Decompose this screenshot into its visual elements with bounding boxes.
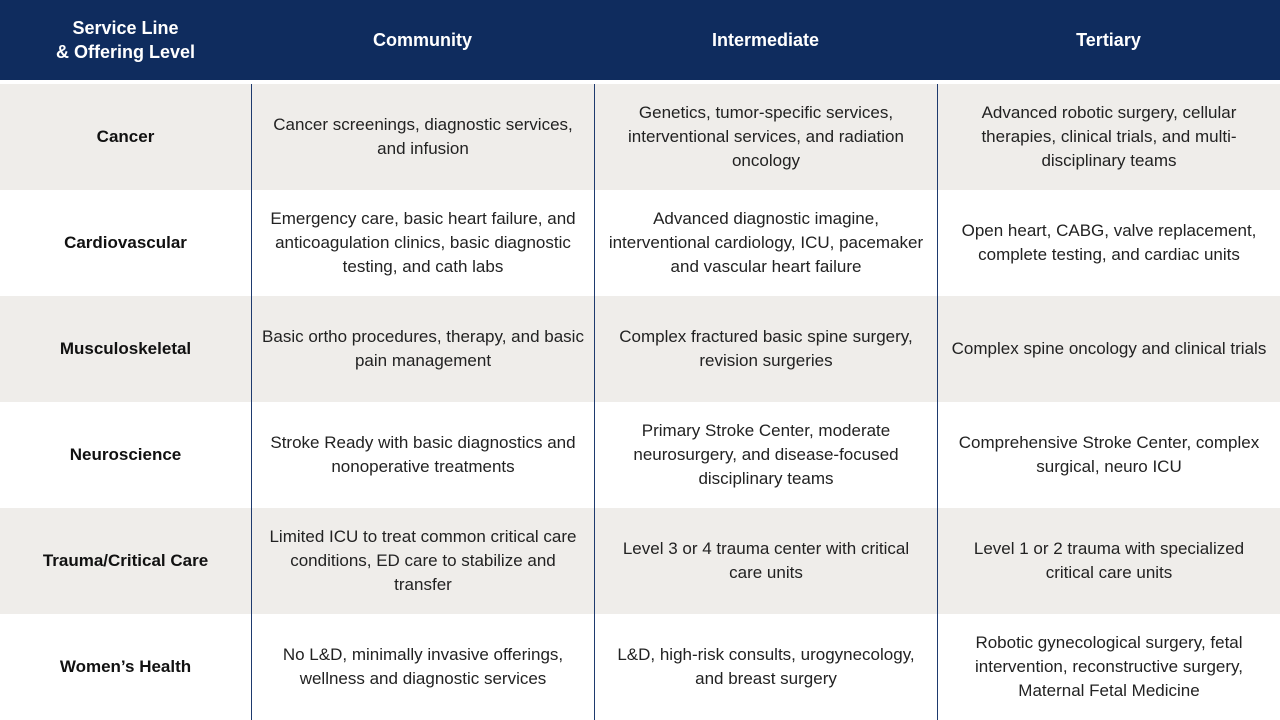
row-musculoskeletal-intermediate: Complex fractured basic spine surgery, revision surgeries [594, 296, 937, 402]
row-neuroscience-tertiary: Comprehensive Stroke Center, complex surgical, neuro ICU [937, 402, 1280, 508]
row-womens-health-community: No L&D, minimally invasive offerings, wellness and diagnostic services [251, 614, 594, 720]
row-trauma-tertiary: Level 1 or 2 trauma with specialized critical care units [937, 508, 1280, 614]
row-cancer-intermediate: Genetics, tumor-specific services, interventional services, and radiation oncology [594, 84, 937, 190]
row-neuroscience-service: Neuroscience [0, 402, 251, 508]
row-trauma-community: Limited ICU to treat common critical care conditions, ED care to stabilize and transfer [251, 508, 594, 614]
row-trauma-service: Trauma/Critical Care [0, 508, 251, 614]
row-cardiovascular-tertiary: Open heart, CABG, valve replacement, complete testing, and cardiac units [937, 190, 1280, 296]
row-cancer-service: Cancer [0, 84, 251, 190]
row-womens-health-tertiary: Robotic gynecological surgery, fetal intervention, reconstructive surgery, Maternal Fetal Medicine [937, 614, 1280, 720]
row-neuroscience-intermediate: Primary Stroke Center, moderate neurosurgery, and disease-focused disciplinary teams [594, 402, 937, 508]
header-tertiary: Tertiary [937, 0, 1280, 84]
row-cardiovascular-intermediate: Advanced diagnostic imagine, interventional cardiology, ICU, pacemaker and vascular heart failure [594, 190, 937, 296]
row-cancer-tertiary: Advanced robotic surgery, cellular therapies, clinical trials, and multi-disciplinary teams [937, 84, 1280, 190]
row-cancer-community: Cancer screenings, diagnostic services, and infusion [251, 84, 594, 190]
row-cardiovascular-community: Emergency care, basic heart failure, and anticoagulation clinics, basic diagnostic testing, and cath labs [251, 190, 594, 296]
header-community: Community [251, 0, 594, 84]
row-musculoskeletal-community: Basic ortho procedures, therapy, and basic pain management [251, 296, 594, 402]
row-musculoskeletal-service: Musculoskeletal [0, 296, 251, 402]
header-service-line: Service Line & Offering Level [0, 0, 251, 84]
row-cardiovascular-service: Cardiovascular [0, 190, 251, 296]
row-musculoskeletal-tertiary: Complex spine oncology and clinical trials [937, 296, 1280, 402]
row-trauma-intermediate: Level 3 or 4 trauma center with critical care units [594, 508, 937, 614]
row-womens-health-intermediate: L&D, high-risk consults, urogynecology, and breast surgery [594, 614, 937, 720]
header-intermediate: Intermediate [594, 0, 937, 84]
row-womens-health-service: Women’s Health [0, 614, 251, 720]
row-neuroscience-community: Stroke Ready with basic diagnostics and nonoperative treatments [251, 402, 594, 508]
